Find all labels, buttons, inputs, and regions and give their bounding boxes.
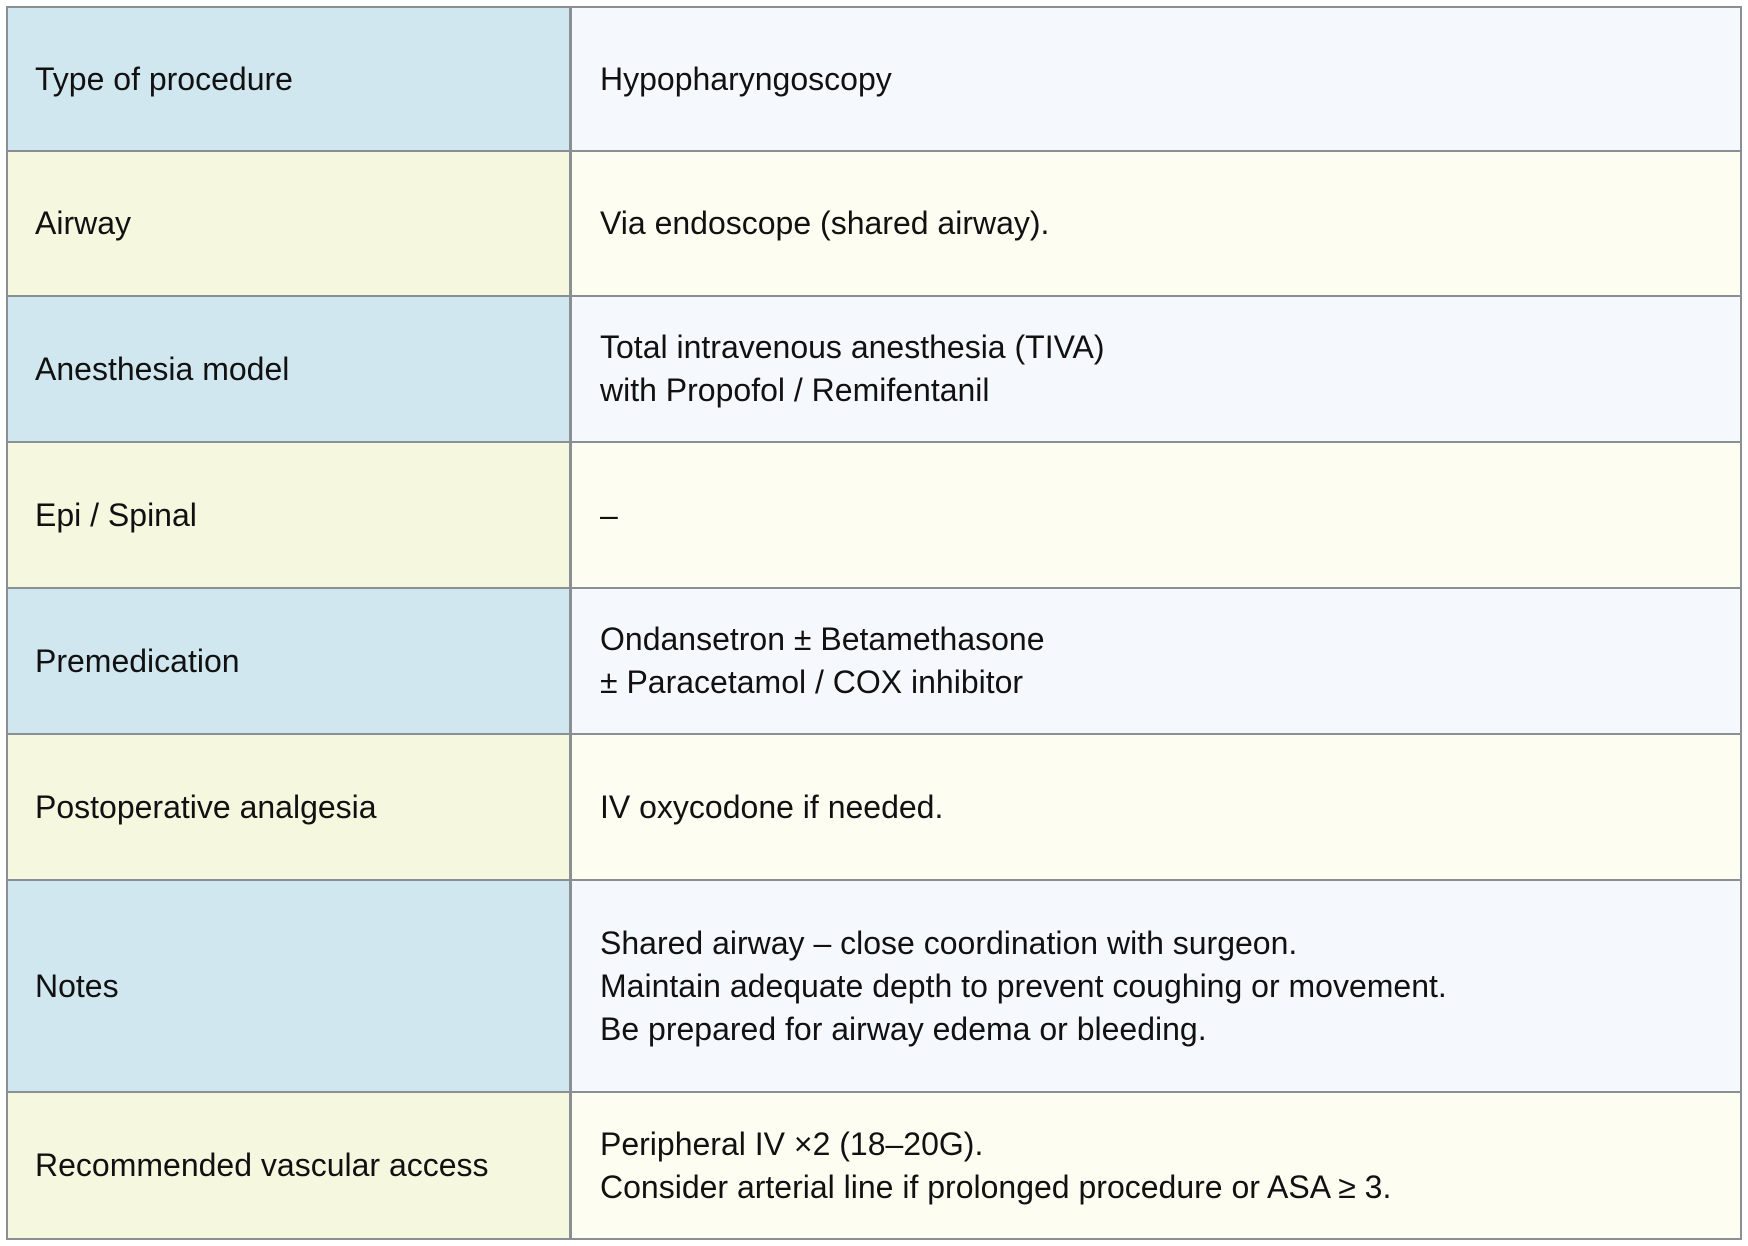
row-value-epi-spinal: [572, 443, 1740, 589]
row-value-type-of-procedure: [572, 8, 1740, 152]
row-value-anesthesia-model: [572, 297, 1740, 443]
procedure-table: [6, 6, 1742, 1240]
value-line: Consider arterial line if prolonged procedure or ASA ≥ 3.: [600, 1168, 1392, 1205]
row-value-postoperative-analgesia: [572, 735, 1740, 881]
value-line: with Propofol / Remifentanil: [600, 372, 990, 408]
row-label-type-of-procedure: Type of procedure: [8, 8, 572, 152]
row-label-premedication: Premedication: [8, 589, 572, 735]
row-label-airway: Airway: [8, 152, 572, 297]
value-line: Total intravenous anesthesia (TIVA): [600, 329, 1105, 365]
value-line: ± Paracetamol / COX inhibitor: [600, 664, 1024, 700]
value-line: Shared airway – close coordination with surgeon.: [600, 924, 1298, 961]
value-line: Peripheral IV ×2 (18–20G).: [600, 1125, 984, 1162]
row-label-recommended-vascular-access: Recommended vascular access: [8, 1093, 572, 1238]
row-value-airway: [572, 152, 1740, 297]
value-line: Be prepared for airway edema or bleeding.: [600, 1010, 1207, 1047]
row-label-anesthesia-model: Anesthesia model: [8, 297, 572, 443]
value-line: Maintain adequate depth to prevent coughing or movement.: [600, 967, 1447, 1004]
value-line: Hypopharyngoscopy: [600, 60, 892, 97]
row-value-notes: [572, 881, 1740, 1093]
row-label-epi-spinal: Epi / Spinal: [8, 443, 572, 589]
value-line: –: [600, 496, 618, 533]
value-line: Ondansetron ± Betamethasone: [600, 621, 1045, 657]
value-line: IV oxycodone if needed.: [600, 788, 944, 825]
row-label-notes: Notes: [8, 881, 572, 1093]
row-value-premedication: [572, 589, 1740, 735]
row-value-recommended-vascular-access: [572, 1093, 1740, 1238]
row-label-postoperative-analgesia: Postoperative analgesia: [8, 735, 572, 881]
value-line: Via endoscope (shared airway).: [600, 205, 1050, 241]
